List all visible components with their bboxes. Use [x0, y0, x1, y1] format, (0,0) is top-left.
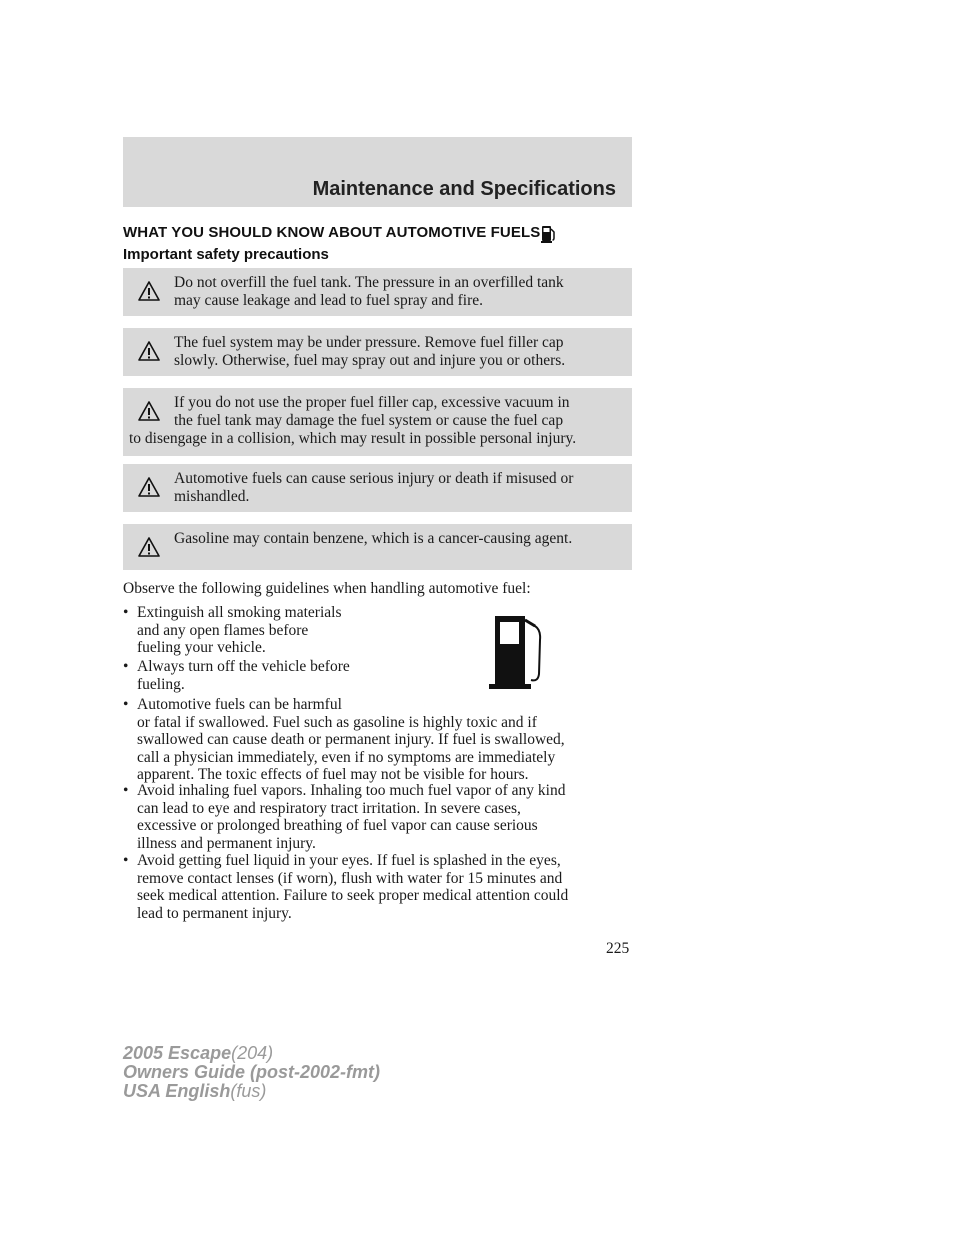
- warning-box: [123, 328, 632, 376]
- bullet-mark: •: [123, 604, 129, 621]
- page-number: 225: [606, 940, 630, 957]
- bullet-mark: •: [123, 852, 129, 869]
- warning-text: The fuel system may be under pressure. Remove fuel filler cap slowly. Otherwise, fuel may spray out and injure you or others.: [174, 334, 566, 369]
- warning-box: [123, 524, 632, 570]
- page-title: Maintenance and Specifications: [312, 178, 616, 200]
- intro-text: Observe the following guidelines when handling automotive fuel:: [123, 580, 531, 597]
- warning-text: If you do not use the proper fuel filler cap, excessive vacuum in the fuel tank may damage the fuel system or cause the fuel cap to disengage in a collision, which may result in possible personal injury.: [129, 394, 577, 447]
- header-band: [123, 137, 632, 207]
- section-subtitle: Important safety precautions: [123, 246, 329, 263]
- section-title: WHAT YOU SHOULD KNOW ABOUT AUTOMOTIVE FUELS: [123, 224, 541, 241]
- bullet-mark: •: [123, 658, 129, 675]
- warning-box: [123, 388, 632, 456]
- warning-box: [123, 464, 632, 512]
- bullet-mark: •: [123, 782, 129, 799]
- warning-text: Automotive fuels can cause serious injury or death if misused or mishandled.: [174, 470, 574, 505]
- fuel-pump-icon: [541, 224, 557, 244]
- fuel-pump-icon: [489, 612, 551, 690]
- bullet-mark: •: [123, 696, 129, 713]
- warning-text: Gasoline may contain benzene, which is a cancer-causing agent.: [174, 530, 573, 547]
- footer: 2005 Escape(204) Owners Guide (post-2002-fmt) USA English(fus): [123, 1043, 381, 1101]
- warning-text: Do not overfill the fuel tank. The pressure in an overfilled tank may cause leakage and lead to fuel spray and fire.: [174, 274, 564, 309]
- warning-box: [123, 268, 632, 316]
